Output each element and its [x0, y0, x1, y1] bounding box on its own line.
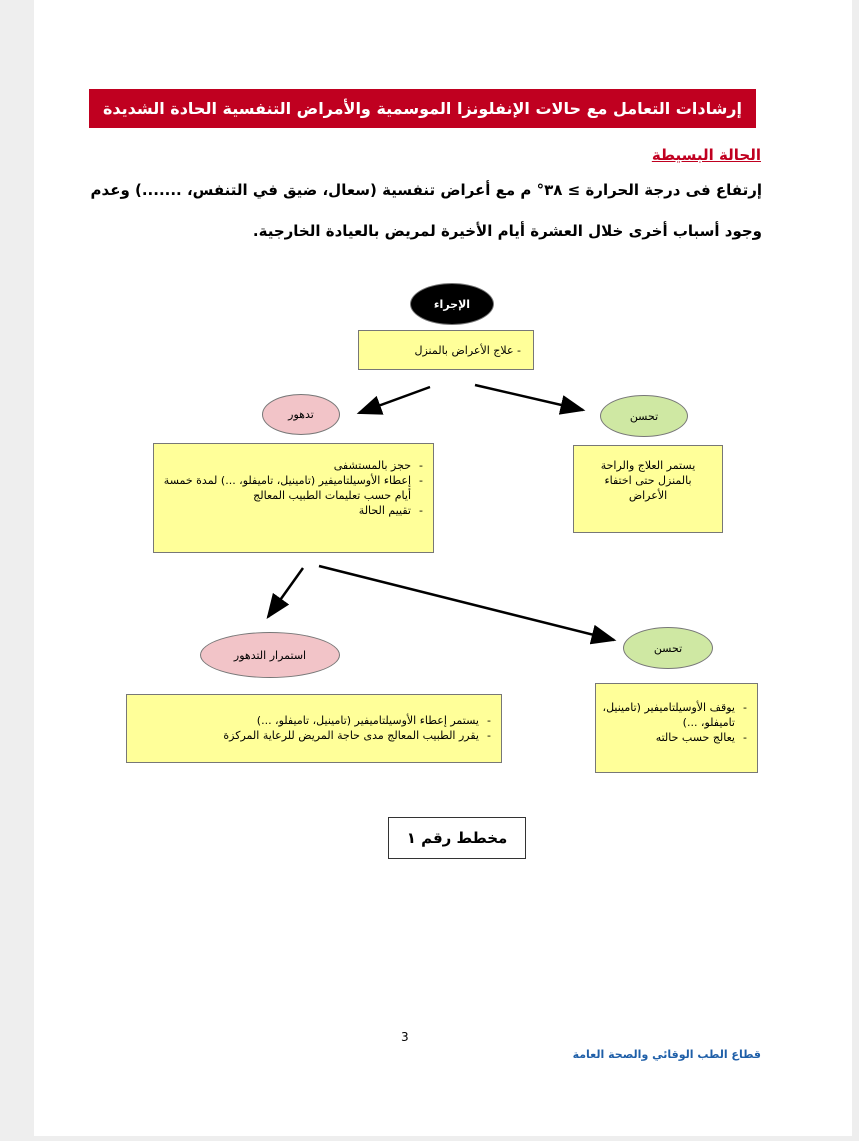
document-title: إرشادات التعامل مع حالات الإنفلونزا الموسمية والأمراض التنفسية الحادة الشديدة: [89, 89, 756, 128]
list-item: - يستمر إعطاء الأوسيلتاميفير (تامينيل، تاميفلو، ...): [133, 713, 479, 728]
worsen-node: تدهور: [262, 394, 340, 435]
section-heading: الحالة البسيطة: [651, 146, 761, 164]
arrow-to-worsen: [359, 387, 430, 413]
arrow-to-improve-2: [319, 566, 614, 640]
arrow-to-continued-worsen: [268, 568, 303, 617]
improve-actions-box-1: يستمر العلاج والراحة بالمنزل حتى اختفاء الأعراض: [573, 445, 723, 533]
list-item: - تقييم الحالة: [160, 503, 411, 518]
diagram-label: مخطط رقم ١: [388, 817, 526, 859]
list-item: - يقرر الطبيب المعالج مدى حاجة المريض للرعاية المركزة: [133, 728, 479, 743]
arrow-to-improve-1: [475, 385, 583, 410]
paragraph-line-1: إرتفاع فى درجة الحرارة ≥ ٣٨° م مع أعراض تنفسية (سعال، ضيق في التنفس، .......) وعدم: [90, 181, 762, 199]
list-item: - حجز بالمستشفى: [160, 458, 411, 473]
step-home-treatment: - علاج الأعراض بالمنزل: [358, 330, 534, 370]
list-item: - إعطاء الأوسيلتاميفير (تامينيل، تاميفلو، ...) لمدة خمسة أيام حسب تعليمات الطبيب المعالج: [160, 473, 411, 503]
worsen-actions-box: [153, 443, 434, 553]
continued-worsen-actions-box: [126, 694, 502, 763]
continued-worsen-node: استمرار التدهور: [200, 632, 340, 678]
page-number: 3: [401, 1030, 409, 1044]
footer-text: قطاع الطب الوقائي والصحة العامة: [572, 1048, 761, 1061]
improve-node-2: تحسن: [623, 627, 713, 669]
improve-actions-box-2: [595, 683, 758, 773]
improve-node-1: تحسن: [600, 395, 688, 437]
paragraph-line-2: وجود أسباب أخرى خلال العشرة أيام الأخيرة لمريض بالعيادة الخارجية.: [252, 222, 762, 240]
list-item: - يعالج حسب حالته: [602, 730, 735, 745]
start-node-action: الإجراء: [410, 283, 494, 325]
list-item: - يوقف الأوسيلتاميفير (تامينيل، تاميفلو، ...): [602, 700, 735, 730]
